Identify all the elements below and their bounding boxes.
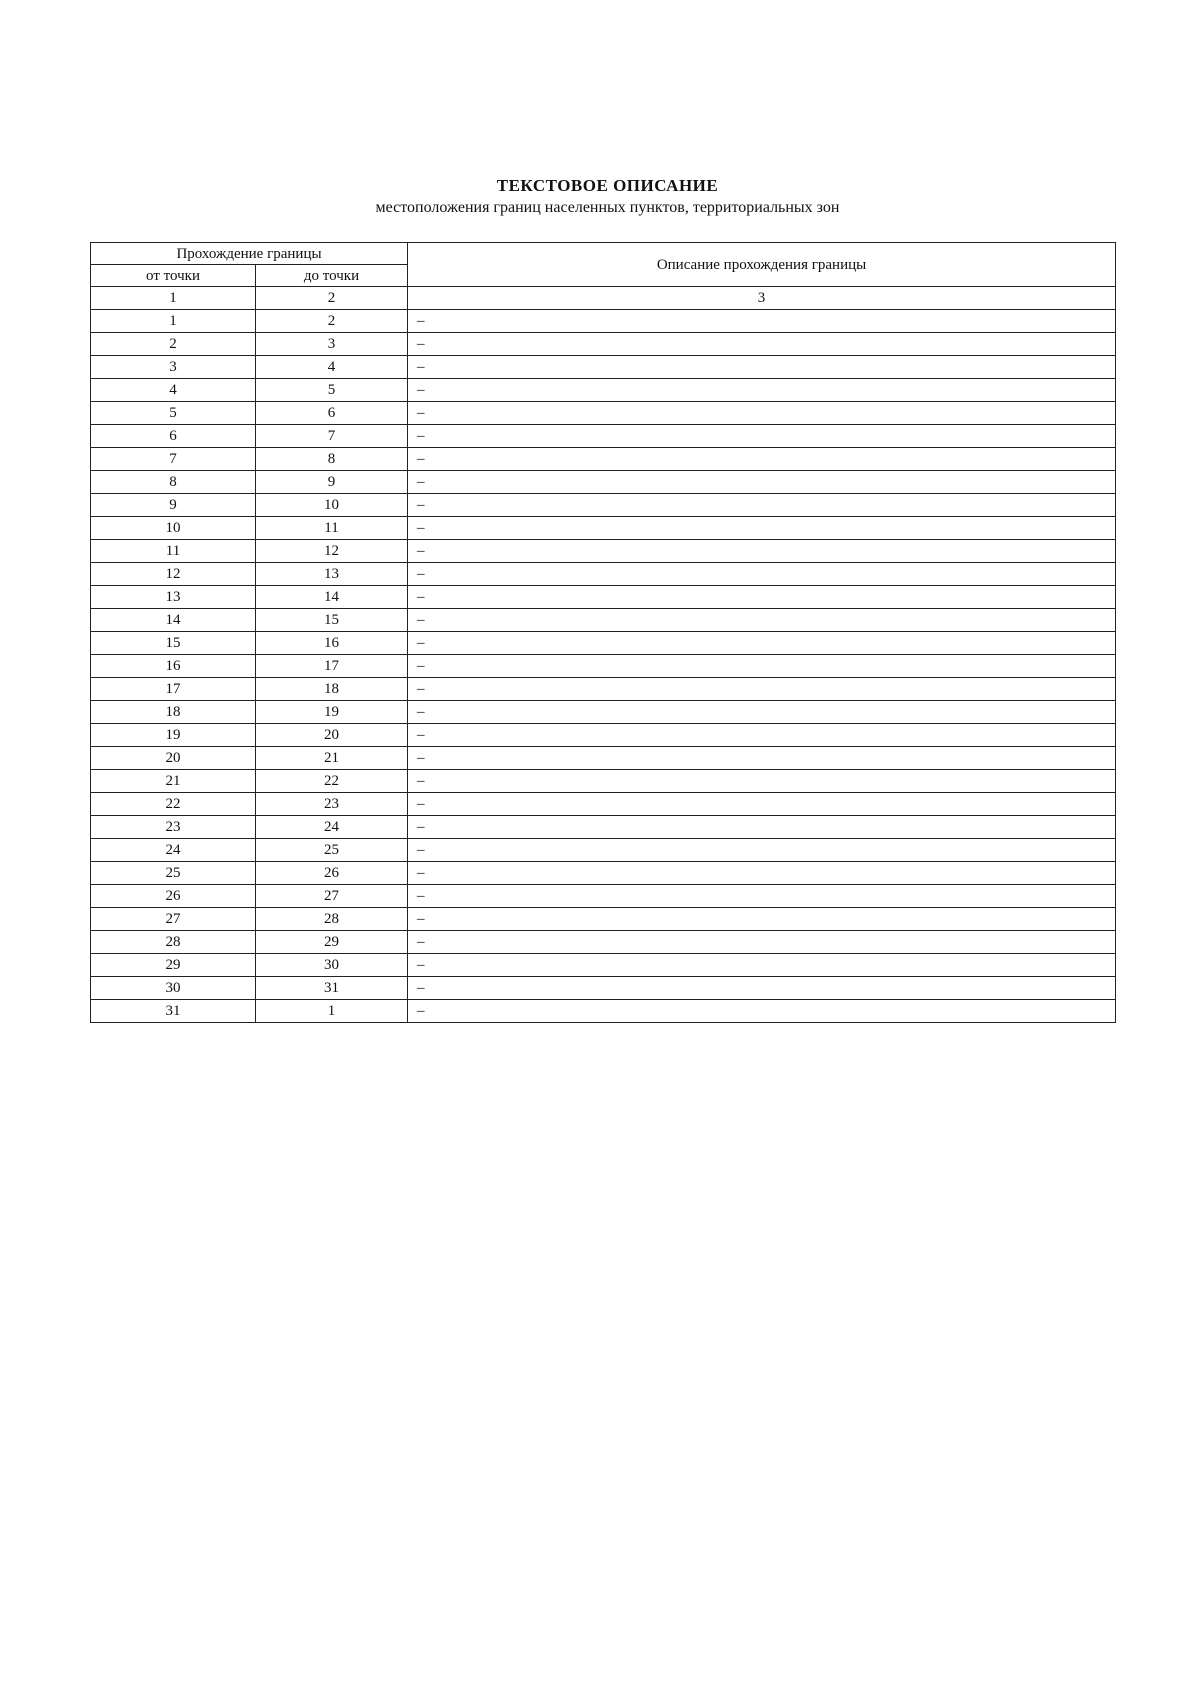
from-point-cell: 21 [91, 770, 256, 793]
table-row [91, 310, 1116, 333]
column-number: 3 [408, 287, 1116, 310]
header-boundary-passage: Прохождение границы [91, 243, 408, 265]
from-point-cell: 29 [91, 954, 256, 977]
table-row [91, 839, 1116, 862]
from-point-cell: 1 [91, 310, 256, 333]
table-row [91, 540, 1116, 563]
from-point-cell: 16 [91, 655, 256, 678]
from-point-cell: 28 [91, 931, 256, 954]
table-row [91, 678, 1116, 701]
table-row [91, 517, 1116, 540]
table-row [91, 471, 1116, 494]
description-cell: – [408, 954, 1116, 977]
to-point-cell: 3 [256, 333, 408, 356]
from-point-cell: 18 [91, 701, 256, 724]
to-point-cell: 9 [256, 471, 408, 494]
table-row [91, 356, 1116, 379]
to-point-cell: 17 [256, 655, 408, 678]
header-description: Описание прохождения границы [408, 243, 1116, 287]
description-cell: – [408, 494, 1116, 517]
description-cell: – [408, 333, 1116, 356]
description-cell: – [408, 448, 1116, 471]
to-point-cell: 20 [256, 724, 408, 747]
to-point-cell: 28 [256, 908, 408, 931]
table-row [91, 770, 1116, 793]
to-point-cell: 6 [256, 402, 408, 425]
to-point-cell: 15 [256, 609, 408, 632]
from-point-cell: 19 [91, 724, 256, 747]
to-point-cell: 5 [256, 379, 408, 402]
from-point-cell: 31 [91, 1000, 256, 1023]
to-point-cell: 19 [256, 701, 408, 724]
to-point-cell: 23 [256, 793, 408, 816]
description-cell: – [408, 655, 1116, 678]
from-point-cell: 6 [91, 425, 256, 448]
description-cell: – [408, 379, 1116, 402]
to-point-cell: 22 [256, 770, 408, 793]
table-row [91, 563, 1116, 586]
to-point-cell: 30 [256, 954, 408, 977]
description-cell: – [408, 977, 1116, 1000]
to-point-cell: 8 [256, 448, 408, 471]
from-point-cell: 17 [91, 678, 256, 701]
to-point-cell: 4 [256, 356, 408, 379]
table-row [91, 931, 1116, 954]
table-row [91, 977, 1116, 1000]
to-point-cell: 26 [256, 862, 408, 885]
from-point-cell: 23 [91, 816, 256, 839]
from-point-cell: 8 [91, 471, 256, 494]
column-number: 1 [91, 287, 256, 310]
from-point-cell: 13 [91, 586, 256, 609]
description-cell: – [408, 816, 1116, 839]
from-point-cell: 25 [91, 862, 256, 885]
table-row [91, 724, 1116, 747]
header-row-group [91, 243, 1116, 265]
to-point-cell: 7 [256, 425, 408, 448]
from-point-cell: 2 [91, 333, 256, 356]
from-point-cell: 11 [91, 540, 256, 563]
description-cell: – [408, 701, 1116, 724]
table-row [91, 379, 1116, 402]
to-point-cell: 1 [256, 1000, 408, 1023]
to-point-cell: 21 [256, 747, 408, 770]
from-point-cell: 10 [91, 517, 256, 540]
table-row [91, 954, 1116, 977]
description-cell: – [408, 632, 1116, 655]
to-point-cell: 18 [256, 678, 408, 701]
to-point-cell: 13 [256, 563, 408, 586]
table-row [91, 402, 1116, 425]
table-row [91, 747, 1116, 770]
description-cell: – [408, 724, 1116, 747]
description-cell: – [408, 540, 1116, 563]
description-cell: – [408, 425, 1116, 448]
table-row [91, 793, 1116, 816]
from-point-cell: 15 [91, 632, 256, 655]
table-row [91, 632, 1116, 655]
description-cell: – [408, 678, 1116, 701]
table-row [91, 586, 1116, 609]
from-point-cell: 9 [91, 494, 256, 517]
description-cell: – [408, 931, 1116, 954]
from-point-cell: 5 [91, 402, 256, 425]
to-point-cell: 31 [256, 977, 408, 1000]
table-row [91, 885, 1116, 908]
description-cell: – [408, 862, 1116, 885]
from-point-cell: 20 [91, 747, 256, 770]
table-row [91, 1000, 1116, 1023]
header-to-point: до точки [256, 265, 408, 287]
from-point-cell: 14 [91, 609, 256, 632]
from-point-cell: 24 [91, 839, 256, 862]
from-point-cell: 26 [91, 885, 256, 908]
description-cell: – [408, 609, 1116, 632]
from-point-cell: 27 [91, 908, 256, 931]
to-point-cell: 14 [256, 586, 408, 609]
to-point-cell: 16 [256, 632, 408, 655]
table-row [91, 862, 1116, 885]
to-point-cell: 11 [256, 517, 408, 540]
table-row [91, 908, 1116, 931]
description-cell: – [408, 402, 1116, 425]
table-row [91, 609, 1116, 632]
to-point-cell: 29 [256, 931, 408, 954]
header-from-point: от точки [91, 265, 256, 287]
description-cell: – [408, 563, 1116, 586]
column-number-row [91, 287, 1116, 310]
from-point-cell: 7 [91, 448, 256, 471]
to-point-cell: 27 [256, 885, 408, 908]
to-point-cell: 25 [256, 839, 408, 862]
to-point-cell: 10 [256, 494, 408, 517]
table-row [91, 333, 1116, 356]
table-body [91, 310, 1116, 1023]
from-point-cell: 3 [91, 356, 256, 379]
from-point-cell: 30 [91, 977, 256, 1000]
table-row [91, 494, 1116, 517]
description-cell: – [408, 471, 1116, 494]
to-point-cell: 2 [256, 310, 408, 333]
document-title: ТЕКСТОВОЕ ОПИСАНИЕ [496, 176, 719, 195]
description-cell: – [408, 1000, 1116, 1023]
table-row [91, 448, 1116, 471]
from-point-cell: 4 [91, 379, 256, 402]
from-point-cell: 22 [91, 793, 256, 816]
description-cell: – [408, 885, 1116, 908]
description-cell: – [408, 517, 1116, 540]
from-point-cell: 12 [91, 563, 256, 586]
description-cell: – [408, 356, 1116, 379]
description-cell: – [408, 770, 1116, 793]
to-point-cell: 12 [256, 540, 408, 563]
description-cell: – [408, 839, 1116, 862]
description-cell: – [408, 747, 1116, 770]
description-cell: – [408, 586, 1116, 609]
table-row [91, 655, 1116, 678]
description-cell: – [408, 908, 1116, 931]
document-subtitle: местоположения границ населенных пунктов, территориальных зон [375, 199, 840, 216]
description-cell: – [408, 793, 1116, 816]
to-point-cell: 24 [256, 816, 408, 839]
boundary-table [90, 242, 1116, 1023]
table-row [91, 425, 1116, 448]
table-row [91, 816, 1116, 839]
description-cell: – [408, 310, 1116, 333]
column-number: 2 [256, 287, 408, 310]
table-row [91, 701, 1116, 724]
